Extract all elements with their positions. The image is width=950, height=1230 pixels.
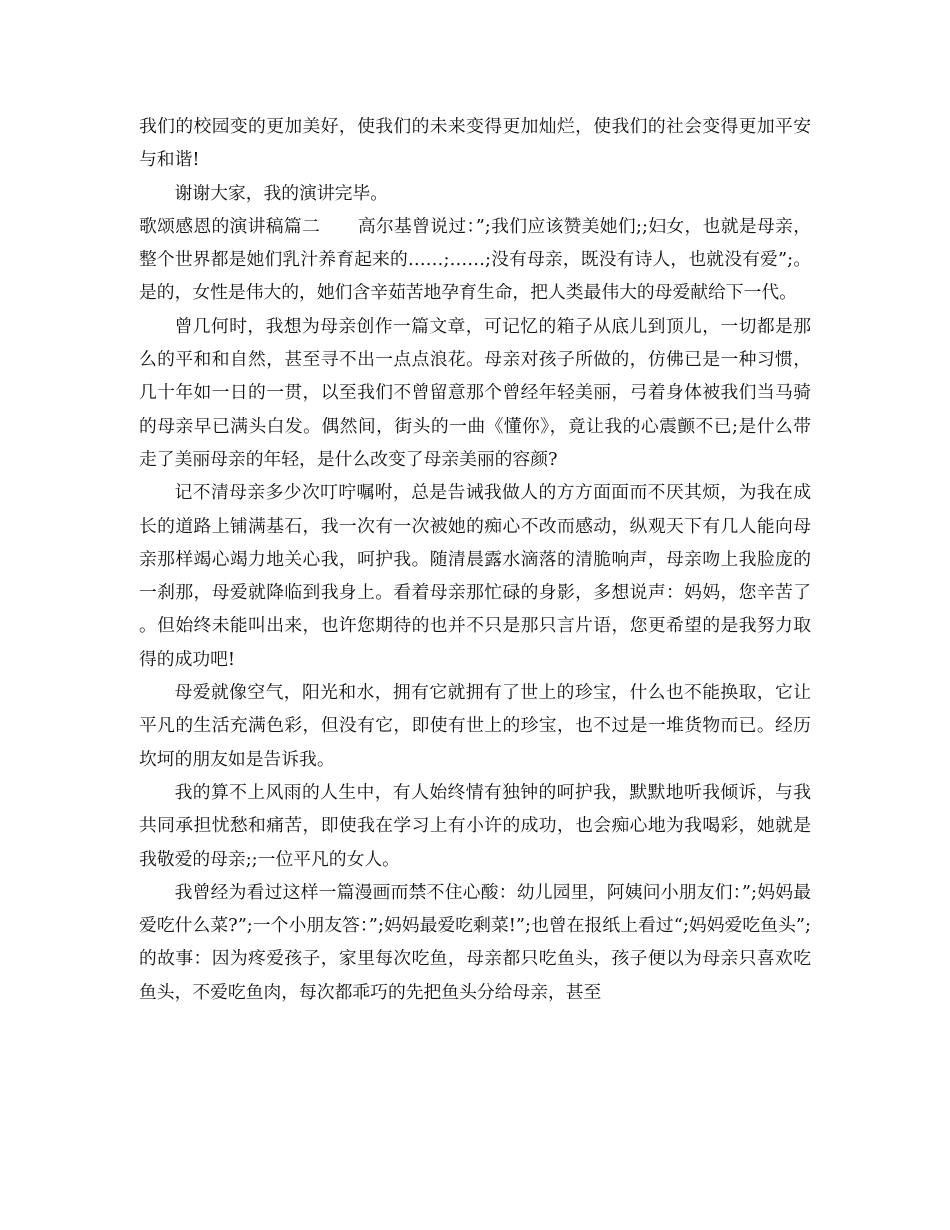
paragraph-thanks: 谢谢大家，我的演讲完毕。 xyxy=(174,182,388,204)
paragraph-closing-line: 我们的校园变的更加美好，使我们的未来变得更加灿烂，使我们的社会变得更加平安与和谐! xyxy=(139,116,811,171)
section-heading-title: 歌颂感恩的演讲稿篇二 xyxy=(139,215,321,237)
paragraph-air-sunlight: 母爱就像空气，阳光和水，拥有它就拥有了世上的珍宝，什么也不能换取，它让平凡的生活充满色彩，但没有它，即使有世上的珍宝，也不过是一堆货物而已。经历坎坷的朋友如是告诉我。 xyxy=(139,682,811,770)
section-heading-text: 高尔基曾说过：”;我们应该赞美她们;;妇女，也就是母亲，整个世界都是她们乳汁养育起来的……;……;没有母亲，既没有诗人，也就没有爱”;。是的，女性是伟大的，她们含辛茹苦地孕育生命，把人类最伟大的母爱献给下一代。 xyxy=(139,215,811,304)
paragraph-memory: 曾几何时，我想为母亲创作一篇文章，可记忆的箱子从底儿到顶儿，一切都是那么的平和和自然，甚至寻不出一点点浪花。母亲对孩子所做的，仿佛已是一种习惯，几十年如一日的一贯，以至我们不曾留意那个曾经年轻美丽，弓着身体被我们当马骑的母亲早已满头白发。偶然间，街头的一曲《懂你》，竟让我的心震颤不已;是什么带走了美丽母亲的年轻，是什么改变了母亲美丽的容颜? xyxy=(139,315,811,470)
document-body xyxy=(139,110,811,1009)
paragraph-advice: 记不清母亲多少次叮咛嘱咐，总是告诫我做人的方方面面而不厌其烦，为我在成长的道路上铺满基石，我一次有一次被她的痴心不改而感动，纵观天下有几人能向母亲那样竭心竭力地关心我，呵护我。随清晨露水滴落的清脆响声，母亲吻上我脸庞的一刹那，母爱就降临到我身上。看着母亲那忙碌的身影，多想说声：妈妈，您辛苦了。但始终未能叫出来，也许您期待的也并不只是那只言片语，您更希望的是我努力取得的成功吧! xyxy=(139,482,811,670)
paragraph-life: 我的算不上风雨的人生中，有人始终情有独钟的呵护我，默默地听我倾诉，与我共同承担忧愁和痛苦，即使我在学习上有小许的成功，也会痴心地为我喝彩，她就是我敬爱的母亲;;一位平凡的女人。 xyxy=(139,781,811,870)
paragraph-comic: 我曾经为看过这样一篇漫画而禁不住心酸：幼儿园里，阿姨问小朋友们：”;妈妈最爱吃什么菜?”;一个小朋友答：”;妈妈最爱吃剩菜!”;也曾在报纸上看过“;妈妈爱吃鱼头”;的故事：因为疼爱孩子，家里每次吃鱼，母亲都只吃鱼头，孩子便以为母亲只喜欢吃鱼头，不爱吃鱼肉，每次都乖巧的先把鱼头分给母亲，甚至 xyxy=(139,881,811,1003)
paragraph-section-heading xyxy=(139,210,811,310)
